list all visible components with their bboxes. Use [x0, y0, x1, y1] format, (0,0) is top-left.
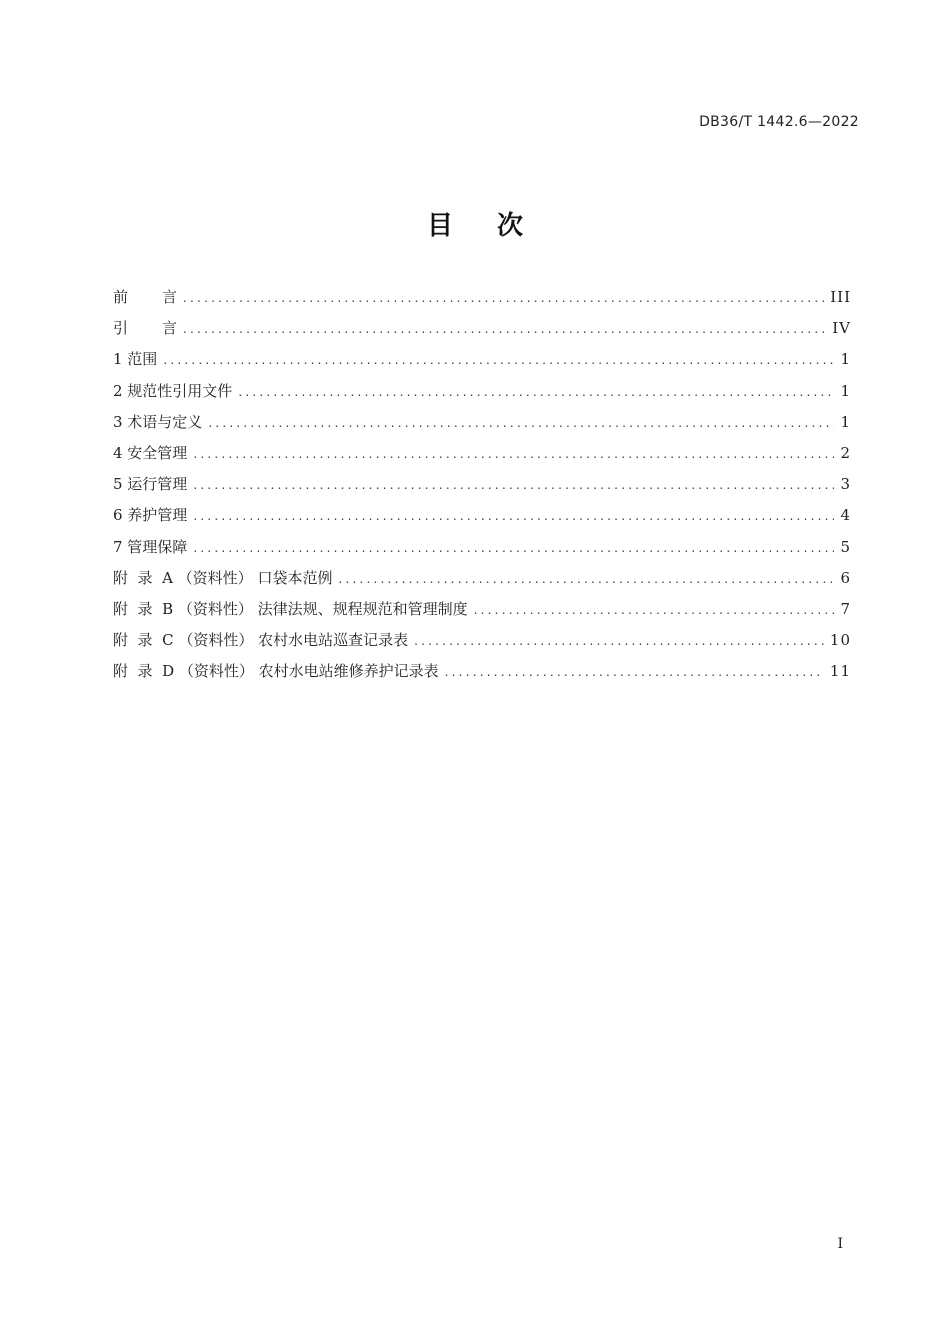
- toc-entry-label: 4 安全管理: [113, 443, 188, 462]
- toc-leader-dots: [163, 350, 834, 370]
- toc-leader-dots: [208, 413, 834, 433]
- toc-entry-label: 7 管理保障: [113, 537, 188, 556]
- toc-entry-page: 10: [829, 631, 851, 650]
- toc-entry-label: 1 范围: [113, 350, 158, 369]
- toc-entry-page: 1: [840, 381, 851, 400]
- toc-entry-label: 3 术语与定义: [113, 412, 203, 431]
- toc-entry-page: 1: [840, 412, 851, 431]
- toc-entry-page: 2: [840, 443, 851, 462]
- toc-entry-foreword[interactable]: [113, 287, 851, 318]
- toc-entry-normative-references[interactable]: [113, 381, 851, 412]
- toc-entry-maintenance-management[interactable]: [113, 505, 851, 536]
- toc-entry-appendix-b[interactable]: [113, 599, 851, 630]
- toc-leader-dots: [193, 475, 834, 495]
- toc-entry-management-guarantee[interactable]: [113, 537, 851, 568]
- toc-entry-appendix-d[interactable]: [113, 661, 851, 692]
- toc-entry-page: 5: [840, 537, 851, 556]
- toc-entry-appendix-c[interactable]: [113, 630, 851, 661]
- toc-entry-safety-management[interactable]: [113, 443, 851, 474]
- toc-leader-dots: [193, 538, 834, 558]
- toc-leader-dots: [338, 569, 834, 589]
- toc-leader-dots: [474, 600, 835, 620]
- page-number: I: [837, 1236, 843, 1252]
- toc-entry-page: 3: [840, 475, 851, 494]
- toc-entry-label: 5 运行管理: [113, 475, 188, 494]
- standard-code: DB36/T 1442.6—2022: [699, 114, 859, 130]
- toc-entry-label: 引 言: [113, 319, 178, 338]
- toc-leader-dots: [183, 319, 826, 339]
- toc-entry-terms[interactable]: [113, 412, 851, 443]
- toc-leader-dots: [193, 506, 834, 526]
- toc-leader-dots: [183, 288, 824, 308]
- toc-entry-page: III: [830, 288, 851, 306]
- toc-entry-label: 附 录 D （资料性） 农村水电站维修养护记录表: [113, 662, 439, 681]
- toc-entry-page: 7: [840, 599, 851, 618]
- toc-entry-label: 附 录 B （资料性） 法律法规、规程规范和管理制度: [113, 599, 468, 618]
- toc-entry-label: 2 规范性引用文件: [113, 381, 233, 400]
- toc-leader-dots: [238, 382, 834, 402]
- table-of-contents: [113, 287, 851, 692]
- toc-entry-page: IV: [832, 319, 851, 338]
- toc-leader-dots: [414, 631, 824, 651]
- toc-entry-introduction[interactable]: [113, 318, 851, 349]
- toc-entry-page: 4: [840, 506, 851, 525]
- toc-entry-operation-management[interactable]: [113, 474, 851, 505]
- toc-entry-page: 11: [829, 662, 851, 681]
- toc-entry-page: 6: [840, 568, 851, 587]
- toc-entry-label: 附 录 A （资料性） 口袋本范例: [113, 568, 333, 587]
- toc-leader-dots: [445, 662, 824, 682]
- toc-entry-label: 附 录 C （资料性） 农村水电站巡查记录表: [113, 631, 409, 650]
- toc-entry-label: 前 言: [113, 288, 178, 306]
- toc-entry-appendix-a[interactable]: [113, 568, 851, 599]
- toc-title: 目次: [426, 211, 567, 241]
- toc-leader-dots: [193, 444, 834, 464]
- toc-entry-label: 6 养护管理: [113, 506, 188, 525]
- toc-entry-scope[interactable]: [113, 349, 851, 380]
- toc-entry-page: 1: [840, 350, 851, 369]
